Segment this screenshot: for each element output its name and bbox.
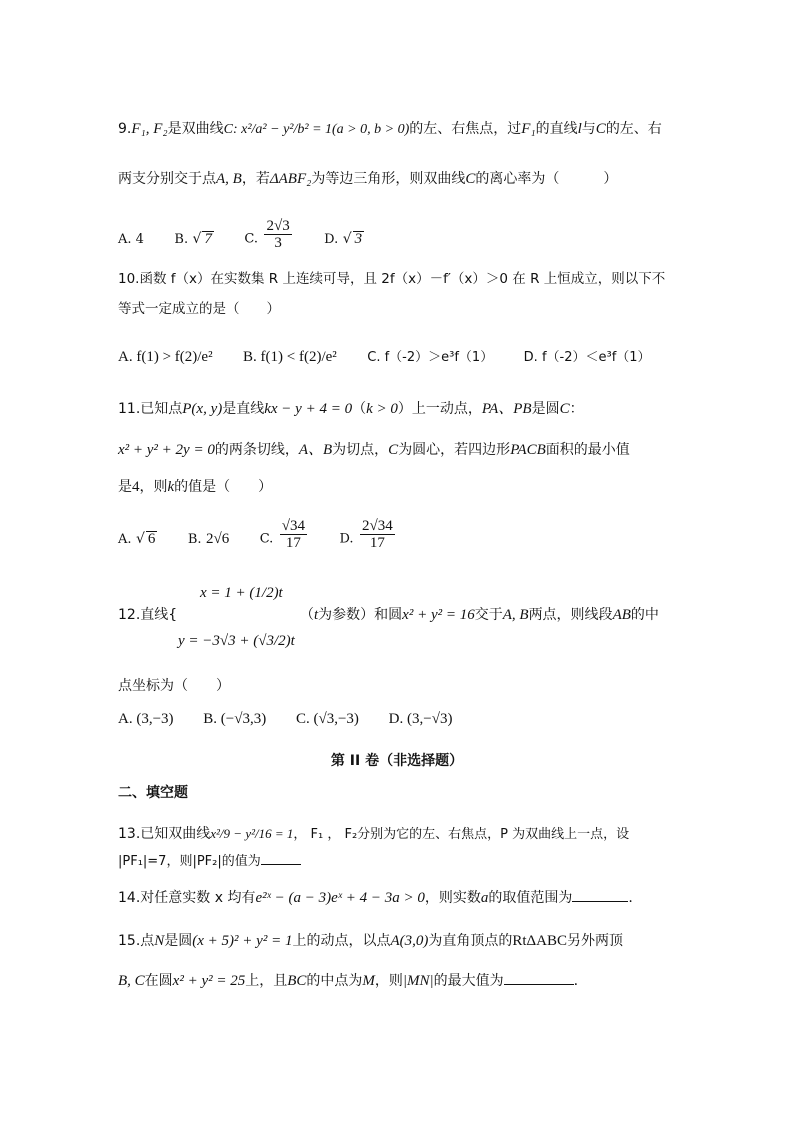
q10-option-a: A. f(1) > f(2)/e²: [118, 349, 213, 365]
q11-option-c-fraction: [280, 518, 307, 551]
q11-circle-equation: x² + y² + 2y = 0: [118, 442, 215, 458]
q10-line-2: 等式一定成立的是（ ）: [118, 301, 280, 317]
q11-option-c-label: C.: [259, 531, 274, 547]
q9-points: A, B: [216, 171, 242, 187]
q14-line: 14.对任意实数 x 均有e²ˣ − (a − 3)eˣ + 4 − 3a > 0，则实数a的取值范围为 .: [118, 890, 633, 906]
q9-option-d: [324, 230, 364, 249]
q13-text: 13.已知双曲线: [118, 826, 211, 842]
q12-text: 两点，则线段: [528, 607, 613, 623]
q9-curve-c: C: [465, 171, 476, 187]
q15-line-1: [118, 932, 623, 950]
q11-line-3: [118, 478, 272, 496]
q9-text: ，若: [241, 171, 270, 187]
q15-point-n: N: [154, 933, 165, 949]
sqrt-icon: √: [342, 230, 352, 247]
q9-options: [118, 218, 390, 255]
q9-text: 的直线: [535, 121, 578, 137]
q15-distance: |MN|: [402, 973, 434, 989]
q12-system-line-1: x = 1 + (1/2)t: [200, 585, 283, 601]
q15-text: 的中点为: [306, 973, 363, 989]
q14-text: ，则实数: [424, 890, 481, 906]
q9-line-2: [118, 170, 617, 188]
q11-condition: k > 0: [366, 401, 398, 417]
q12-text: 为参数）和圆: [318, 607, 403, 623]
q9-option-d-value: 3: [354, 230, 363, 247]
q9-text: 与: [581, 121, 596, 137]
q9-curve-c: C: [595, 121, 606, 137]
q15-text: 15.点: [118, 933, 155, 949]
q13-text: ， F₁ ， F₂分别为它的左、右焦点，P 为双曲线上一点，设: [293, 827, 630, 842]
q12-text: （: [300, 607, 314, 623]
q11-option-b-value: 2√6: [206, 530, 230, 547]
q12-points: A, B: [502, 607, 529, 623]
q15-text: 上的动点，以点: [292, 933, 391, 949]
q15-text: 在圆: [144, 973, 173, 989]
q12-option-a: A. (3,−3): [118, 711, 174, 727]
q12-option-b: B. (−√3,3): [203, 711, 267, 727]
q10-line-1: 10.函数 f（x）在实数集 R 上连续可导，且 2f（x）－f′（x）＞0 在 R 上恒成立，则以下不: [118, 271, 666, 287]
q11-point-p: P(x, y): [182, 401, 223, 417]
q9-text: 两支分别交于点: [118, 171, 216, 187]
q9-text: 的左、右焦点，过: [409, 121, 522, 137]
q13-line-2: [118, 852, 301, 871]
q15-answer-blank[interactable]: [504, 972, 574, 985]
q12-text: 交于: [474, 607, 503, 623]
q9-option-c-den: 3: [274, 235, 282, 251]
q11-text: ：: [569, 401, 584, 417]
q15-text: 的最大值为: [433, 973, 504, 989]
q12-system-line-2: y = −3√3 + (√3/2)t: [178, 633, 295, 649]
q11-option-a-label: A.: [118, 531, 132, 547]
q11-option-b-label: B.: [187, 531, 202, 547]
q11-option-c-num: √34: [281, 518, 305, 534]
q12-line-lead: 12.直线{: [118, 607, 178, 623]
q15-line-2: B, C在圆x² + y² = 25上，且BC的中点为M，则|MN|的最大值为 .: [118, 973, 579, 989]
q11-text: 11.已知点: [118, 401, 183, 417]
q15-text: ，则: [374, 973, 403, 989]
q15-point-a: A(3,0): [390, 933, 429, 949]
q11-option-c: [259, 518, 309, 555]
q15-segment: BC: [287, 973, 307, 989]
q10-option-b: B. f(1) < f(2)/e²: [243, 349, 337, 365]
q15-text: 是圆: [164, 933, 193, 949]
q9-option-b-value: 7: [204, 230, 212, 247]
q11-quadrilateral: PACB: [510, 442, 546, 458]
q14-var-a: a: [480, 890, 489, 906]
q15-circle-equation: (x + 5)² + y² = 1: [192, 933, 293, 949]
q9-text: ）: [603, 171, 618, 187]
q11-text: ，则: [139, 479, 168, 495]
q9-option-c: [244, 218, 293, 255]
q11-option-d-num: 2√34: [362, 518, 393, 534]
q11-text: 是圆: [531, 401, 560, 417]
q11-option-d: [339, 518, 396, 555]
q11-text: 的两条切线，: [214, 442, 299, 458]
section-heading: 二、填空题: [118, 785, 188, 801]
q11-text: 是: [118, 479, 132, 495]
q12-option-c: C. (√3,−3): [295, 711, 359, 727]
q11-line-1: [118, 400, 584, 418]
q9-option-c-num: 2√3: [266, 218, 290, 234]
q11-option-d-den: 17: [369, 535, 385, 551]
q11-center: C: [388, 442, 399, 458]
q9-line-1: [118, 120, 662, 139]
q13-line-1: [118, 825, 629, 844]
q13-answer-blank[interactable]: [261, 852, 301, 865]
q11-option-d-fraction: [360, 518, 395, 551]
q9-line-l: l: [577, 121, 582, 137]
q15-circle-equation-2: x² + y² = 25: [172, 973, 246, 989]
q11-option-a: [118, 530, 157, 549]
q12-options: [118, 710, 478, 728]
q9-text: 的离心率为（: [475, 171, 560, 187]
q11-text: 是直线: [222, 401, 265, 417]
q11-text: ）上一动点，: [397, 401, 482, 417]
q12-param-t: t: [314, 607, 319, 623]
sqrt-icon: √: [192, 230, 202, 247]
q9-focus-f1: F₁: [521, 121, 536, 137]
q11-option-d-label: D.: [339, 531, 354, 547]
q9-option-c-fraction: [264, 218, 291, 251]
q9-text: 是双曲线: [167, 121, 224, 137]
q9-text: 的左、右: [605, 121, 662, 137]
q12-segment: AB: [612, 607, 631, 623]
q12-option-d: D. (3,−√3): [388, 711, 453, 727]
q11-var-k: k: [167, 479, 175, 495]
q15-midpoint: M: [362, 973, 375, 989]
q12-line-3: 点坐标为（ ）: [118, 678, 230, 694]
q9-option-b-label: B.: [174, 231, 189, 247]
q9-option-b: [174, 230, 214, 249]
q14-text: 14.对任意实数 x 均有: [118, 890, 256, 906]
q14-text: 的取值范围为: [488, 890, 573, 906]
q11-option-a-value: 6: [147, 530, 156, 547]
q12-circle-equation: x² + y² = 16: [402, 607, 475, 623]
q11-options: [118, 518, 423, 555]
sqrt-icon: √: [135, 530, 145, 547]
q9-option-d-label: D.: [324, 231, 339, 247]
q12-text: 的中: [630, 607, 659, 623]
q15-text: 为直角顶点的: [428, 933, 513, 949]
q10-option-c: C. f（-2）＞e³f（1）: [367, 350, 494, 365]
q11-text: 为圆心，若四边形: [398, 442, 511, 458]
q11-min-area: 4: [132, 479, 140, 495]
q11-text: （: [352, 401, 367, 417]
q11-text: 面积的最小值: [545, 442, 630, 458]
q11-tangents: PA、PB: [481, 401, 532, 417]
q14-inequality: e²ˣ − (a − 3)eˣ + 4 − 3a > 0: [255, 890, 425, 906]
q11-option-c-den: 17: [285, 535, 301, 551]
q9-triangle: ΔABF₂: [269, 171, 312, 187]
q9-number: 9.: [118, 121, 132, 137]
q10-option-d: D. f（-2）＜e³f（1）: [523, 350, 651, 365]
q15-points: B, C: [118, 973, 145, 989]
q9-option-c-label: C.: [244, 231, 259, 247]
q13-hyperbola-equation: x²/9 − y²/16 = 1: [210, 826, 294, 841]
q15-text: 上，且: [245, 973, 288, 989]
q10-options: [118, 348, 651, 367]
q11-option-b: [188, 530, 229, 549]
q11-line-2: [118, 441, 630, 459]
part2-title: 第 II 卷（非选择题）: [330, 753, 464, 769]
q12-line-2: [300, 606, 659, 624]
q15-text: 另外两顶: [567, 933, 624, 949]
q9-hyperbola-equation: C: x²/a² − y²/b² = 1(a > 0, b > 0): [223, 122, 410, 137]
q11-text: 为切点，: [332, 442, 389, 458]
q15-triangle: RtΔABC: [512, 933, 568, 949]
q11-circle-c: C: [559, 401, 570, 417]
q9-foci: F₁, F₂: [131, 121, 168, 137]
q11-points: A、B: [298, 442, 333, 458]
q9-text: 为等边三角形，则双曲线: [311, 171, 466, 187]
q14-answer-blank[interactable]: [572, 889, 628, 902]
q11-line-equation: kx − y + 4 = 0: [264, 401, 353, 417]
q9-option-a: A. 4: [118, 231, 144, 247]
q13-text: |PF₁|=7，则|PF₂|的值为: [118, 854, 261, 869]
q11-text: 的值是（ ）: [174, 479, 273, 495]
